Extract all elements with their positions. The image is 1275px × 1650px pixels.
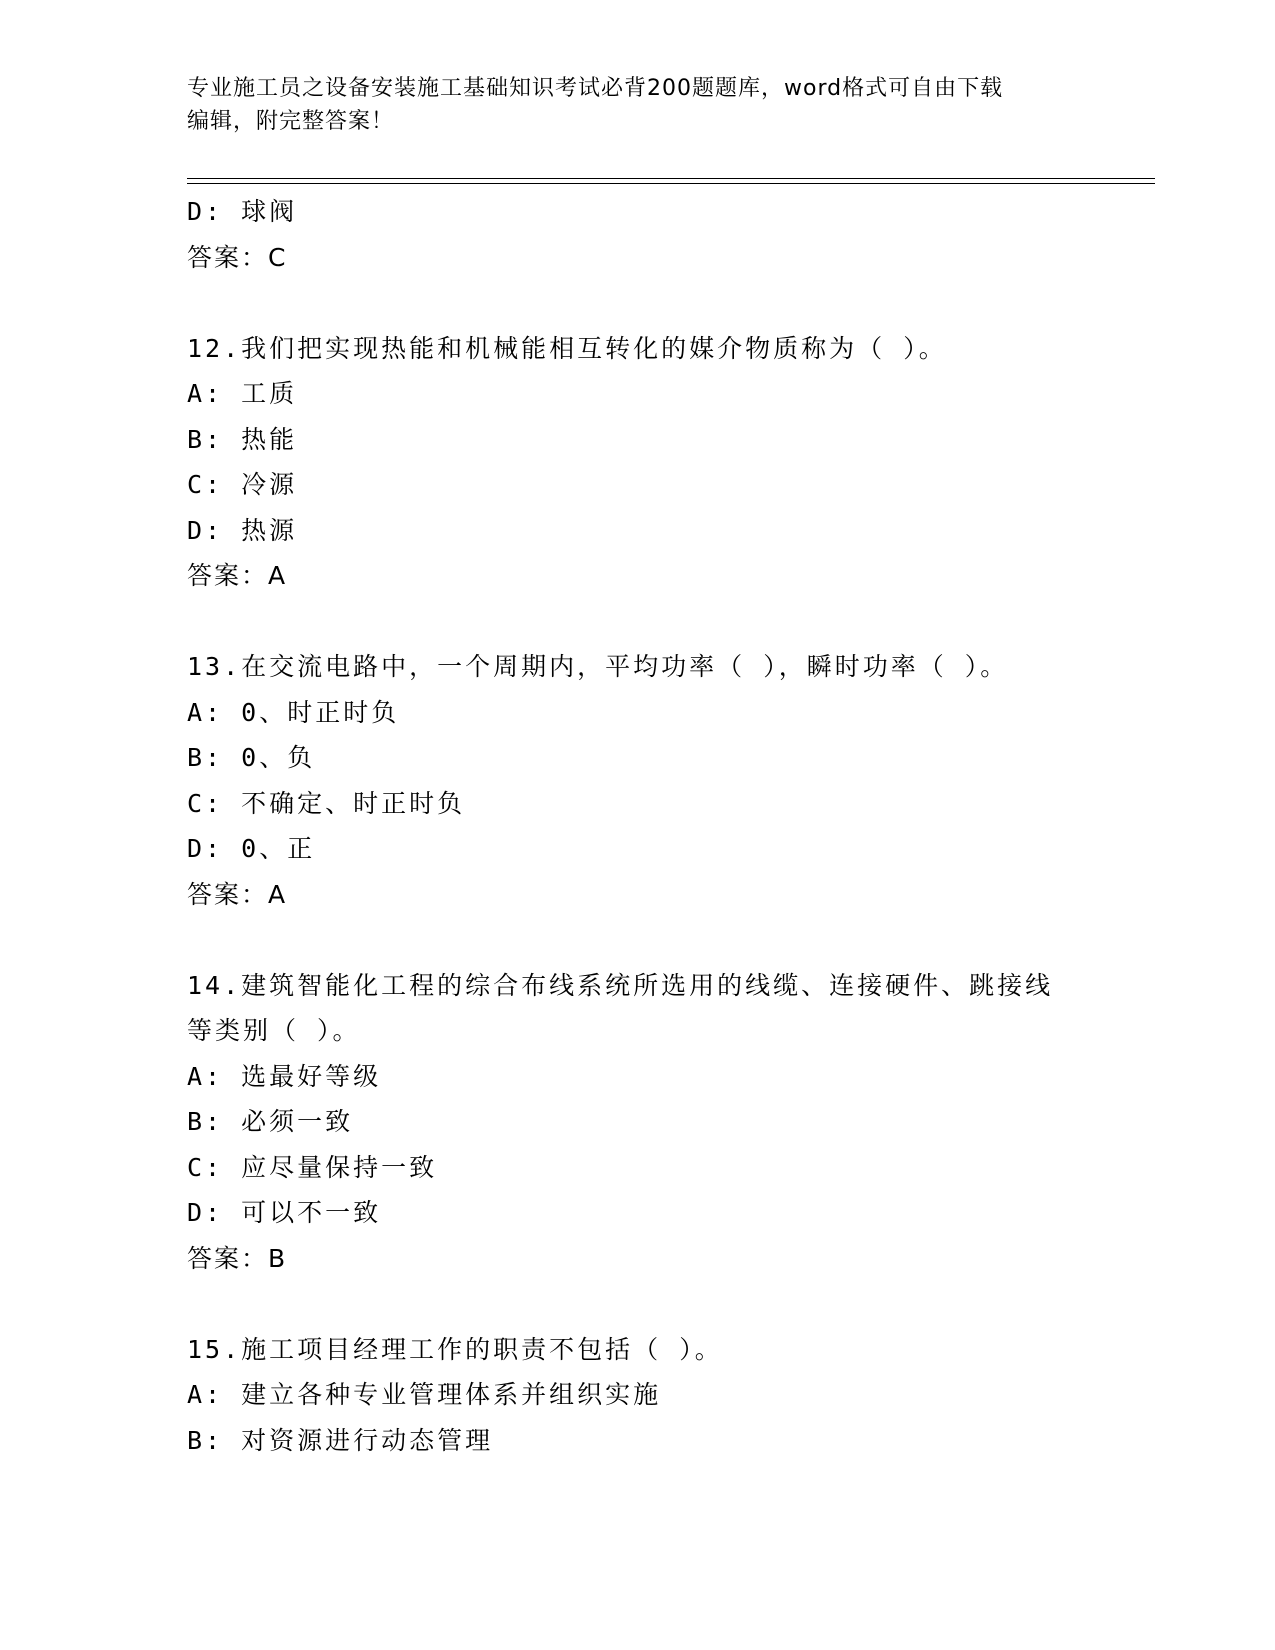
answer-line: 答案：C [187,242,288,272]
header-line-2: 编辑，附完整答案！ [187,109,395,134]
answer-line: 答案：B [187,1243,288,1273]
question-stem: 13.在交流电路中，一个周期内，平均功率（ ），瞬时功率（ ）。 [187,652,1009,681]
option-d: D: 热源 [187,515,298,545]
option-b: B: 必须一致 [187,1107,354,1136]
answer-line: 答案：A [187,561,288,590]
question-stem-line-1: 14.建筑智能化工程的综合布线系统所选用的线缆、连接硬件、跳接线 [187,970,1054,1000]
header-line-1: 专业施工员之设备安装施工基础知识考试必背200题题库，word格式可自由下载 [187,76,1004,101]
question-stem-line-2: 等类别（ ）。 [187,1016,361,1045]
option-b: B: 0、负 [187,743,316,772]
question-14 [187,963,1087,1282]
option-d: D: 0、正 [187,834,316,863]
header-rule-top [187,178,1155,179]
question-15 [187,1327,1087,1464]
option-a: A: 选最好等级 [187,1061,382,1091]
answer-line: 答案：A [187,879,288,909]
option-c: C: 不确定、时正时负 [187,788,466,818]
option-b: B: 对资源进行动态管理 [187,1425,494,1455]
header-rule-bottom [187,183,1155,184]
option-d: D: 球阀 [187,197,298,226]
question-stem: 12.我们把实现热能和机械能相互转化的媒介物质称为（ ）。 [187,333,947,363]
document-header [187,72,1067,138]
option-a: A: 0、时正时负 [187,697,400,727]
question-13 [187,644,1087,917]
option-d: D: 可以不一致 [187,1198,382,1227]
option-c: C: 冷源 [187,470,298,499]
question-list [187,189,1087,1463]
option-b: B: 热能 [187,424,298,454]
option-a: A: 建立各种专业管理体系并组织实施 [187,1380,662,1409]
option-a: A: 工质 [187,379,298,408]
option-c: C: 应尽量保持一致 [187,1152,438,1182]
question-stem: 15.施工项目经理工作的职责不包括（ ）。 [187,1334,723,1364]
question-12 [187,326,1087,599]
